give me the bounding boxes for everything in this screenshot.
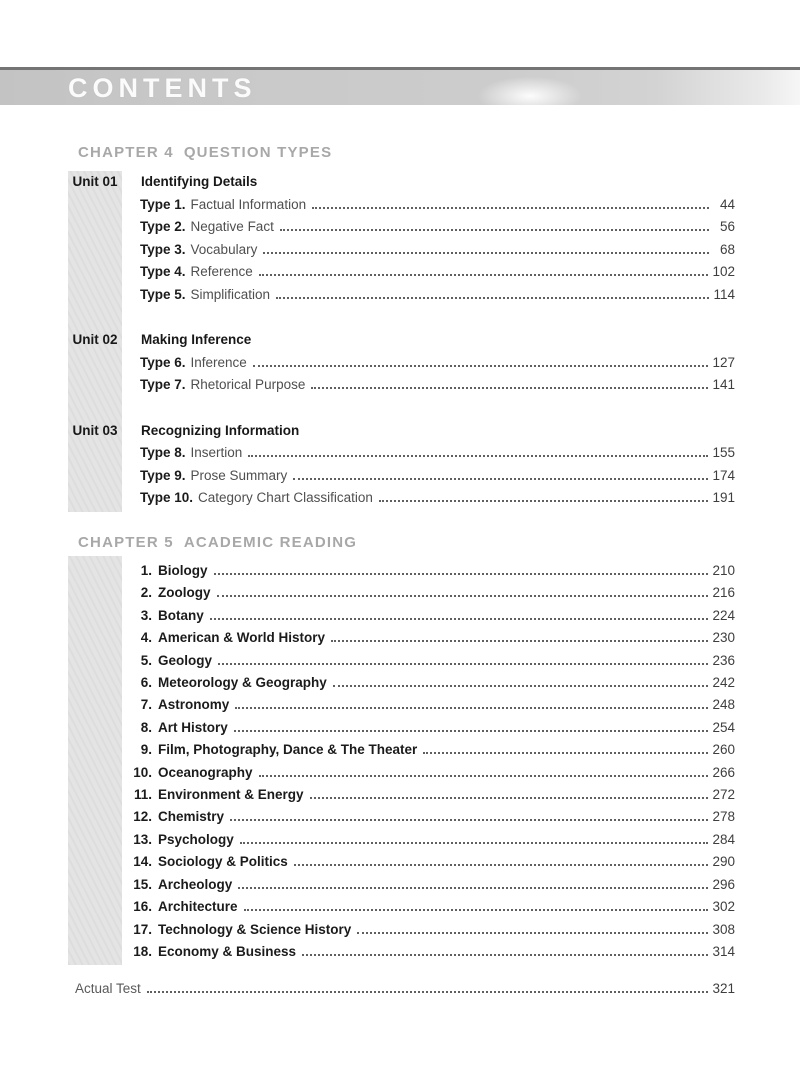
page-number: 102 xyxy=(712,264,735,279)
toc-entry-row xyxy=(68,239,735,262)
page-number: 141 xyxy=(712,377,735,392)
item-title: Film, Photography, Dance & The Theater xyxy=(158,742,418,758)
toc-entry-row xyxy=(68,352,735,375)
item-title: Art History xyxy=(158,719,228,735)
toc-entry-row xyxy=(68,851,735,873)
page-number: 290 xyxy=(712,854,735,870)
toc-entry-row xyxy=(68,806,735,828)
type-label: Type 1. xyxy=(140,196,186,212)
dotted-leader xyxy=(423,752,708,754)
dotted-leader xyxy=(244,909,709,911)
item-title: Environment & Energy xyxy=(158,787,304,803)
type-label: Type 3. xyxy=(140,241,186,257)
page-number: 210 xyxy=(712,563,735,578)
type-title: Factual Information xyxy=(190,196,307,212)
page-number: 174 xyxy=(712,467,735,483)
toc-entry-row xyxy=(68,739,735,761)
item-number: 17. xyxy=(133,921,152,937)
item-number: 9. xyxy=(140,742,152,758)
type-label: Type 10. xyxy=(140,490,194,505)
page-number: 308 xyxy=(712,921,735,937)
item-number: 11. xyxy=(133,787,152,803)
item-number: 16. xyxy=(133,899,152,915)
unit-header-row xyxy=(68,329,735,352)
unit-title: Recognizing Information xyxy=(141,422,300,438)
page-title: CONTENTS xyxy=(68,73,257,103)
dotted-leader xyxy=(302,954,708,956)
unit-group-01 xyxy=(68,171,735,306)
type-label: Type 5. xyxy=(140,286,186,302)
chapter4-heading xyxy=(78,144,332,161)
dotted-leader xyxy=(294,864,709,866)
contents-header-bar xyxy=(0,67,800,105)
chapter5-heading xyxy=(78,534,357,551)
type-title: Category Chart Classification xyxy=(198,490,373,505)
item-number: 15. xyxy=(133,876,152,892)
toc-entry-row xyxy=(68,874,735,896)
type-label: Type 6. xyxy=(140,354,186,370)
unit-label: Unit 03 xyxy=(72,422,118,438)
page-number: 127 xyxy=(712,354,735,370)
item-number: 13. xyxy=(133,831,152,847)
page-number: 44 xyxy=(719,196,735,212)
item-title: Psychology xyxy=(158,831,234,847)
unit-label: Unit 01 xyxy=(72,174,118,189)
dotted-leader xyxy=(210,618,709,620)
item-number: 12. xyxy=(133,809,152,825)
item-title: Architecture xyxy=(158,899,238,915)
page-number: 284 xyxy=(712,831,735,847)
dotted-leader xyxy=(234,730,709,732)
type-label: Type 8. xyxy=(140,445,186,460)
type-title: Vocabulary xyxy=(190,241,258,257)
page-number: 314 xyxy=(712,943,735,959)
page-number: 254 xyxy=(712,719,735,735)
item-title: Meteorology & Geography xyxy=(158,675,327,691)
type-title: Reference xyxy=(190,264,253,279)
unit-label: Unit 02 xyxy=(72,332,118,347)
item-number: 8. xyxy=(140,719,152,735)
type-label: Type 2. xyxy=(140,219,186,234)
dotted-leader xyxy=(259,274,709,276)
page-number: 302 xyxy=(712,899,735,915)
item-title: Oceanography xyxy=(158,764,253,780)
chapter4-units-block xyxy=(68,171,735,512)
type-title: Rhetorical Purpose xyxy=(190,377,306,392)
item-number: 18. xyxy=(133,943,152,959)
dotted-leader xyxy=(357,932,708,934)
chapter4-title: QUESTION TYPES xyxy=(183,144,333,161)
type-label: Type 7. xyxy=(140,377,186,392)
chapter5-label: CHAPTER 5 xyxy=(78,534,174,551)
item-number: 5. xyxy=(140,652,152,668)
toc-entry-row xyxy=(68,941,735,963)
page-number: 272 xyxy=(712,787,735,803)
page-number: 321 xyxy=(712,981,735,996)
toc-entry-row xyxy=(68,374,735,397)
page-number: 248 xyxy=(712,697,735,713)
dotted-leader xyxy=(217,595,709,597)
dotted-leader xyxy=(276,297,709,299)
item-number: 1. xyxy=(140,563,152,578)
dotted-leader xyxy=(230,819,708,821)
page-number: 296 xyxy=(712,876,735,892)
item-title: American & World History xyxy=(158,630,326,646)
item-title: Archeology xyxy=(158,876,233,892)
page-number: 278 xyxy=(712,809,735,825)
unit-header-row xyxy=(68,420,735,443)
item-title: Economy & Business xyxy=(158,943,297,959)
item-title: Botany xyxy=(158,607,204,623)
dotted-leader xyxy=(263,252,709,254)
dotted-leader xyxy=(248,455,708,457)
toc-entry-row xyxy=(68,442,735,465)
toc-entry-row xyxy=(68,694,735,716)
unit-header-row xyxy=(68,171,735,194)
toc-entry-row xyxy=(68,582,735,604)
item-title: Sociology & Politics xyxy=(158,854,288,870)
type-title: Insertion xyxy=(190,445,243,460)
toc-entry-row xyxy=(68,829,735,851)
dotted-leader xyxy=(311,387,708,389)
dotted-leader xyxy=(235,707,708,709)
page-number: 242 xyxy=(712,675,735,691)
type-title: Inference xyxy=(190,354,247,370)
item-number: 10. xyxy=(133,764,152,780)
dotted-leader xyxy=(253,365,709,367)
type-title: Simplification xyxy=(190,286,271,302)
toc-entry-row xyxy=(68,560,735,582)
page-number: 191 xyxy=(712,490,735,505)
toc-entry-row xyxy=(68,650,735,672)
unit-title: Identifying Details xyxy=(141,174,258,189)
dotted-leader xyxy=(333,685,709,687)
dotted-leader xyxy=(379,500,709,502)
toc-entry-row xyxy=(68,784,735,806)
page-number: 114 xyxy=(713,286,735,302)
unit-group-02 xyxy=(68,329,735,397)
chapter5-items-block xyxy=(68,556,735,965)
item-number: 7. xyxy=(140,697,152,713)
item-number: 2. xyxy=(140,585,152,601)
actual-test-row xyxy=(75,978,735,1001)
page-number: 230 xyxy=(712,630,735,646)
item-title: Technology & Science History xyxy=(158,921,352,937)
toc-entry-row xyxy=(68,261,735,284)
toc-entry-row xyxy=(68,487,735,510)
toc-entry-row xyxy=(68,627,735,649)
item-title: Zoology xyxy=(158,585,211,601)
dotted-leader xyxy=(214,573,709,575)
toc-entry-row xyxy=(68,284,735,307)
page-number: 266 xyxy=(712,764,735,780)
toc-entry-row xyxy=(68,216,735,239)
page-number: 224 xyxy=(712,607,735,623)
toc-entry-row xyxy=(68,465,735,488)
page-number: 68 xyxy=(719,241,735,257)
item-title: Chemistry xyxy=(158,809,225,825)
dotted-leader xyxy=(310,797,709,799)
page-number: 216 xyxy=(712,585,735,601)
item-title: Astronomy xyxy=(158,697,230,713)
type-title: Negative Fact xyxy=(190,219,274,234)
dotted-leader xyxy=(280,229,709,231)
toc-entry-row xyxy=(68,717,735,739)
chapter5-title: ACADEMIC READING xyxy=(183,534,358,551)
item-number: 14. xyxy=(133,854,152,870)
toc-entry-row xyxy=(68,919,735,941)
dotted-leader xyxy=(218,663,708,665)
unit-title: Making Inference xyxy=(141,332,252,347)
page-number: 155 xyxy=(712,445,735,460)
dotted-leader xyxy=(240,842,709,844)
dotted-leader xyxy=(238,887,708,889)
unit-group-03 xyxy=(68,420,735,510)
actual-test-label: Actual Test xyxy=(75,981,141,996)
toc-entry-row xyxy=(68,194,735,217)
toc-entry-row xyxy=(68,605,735,627)
item-number: 6. xyxy=(140,675,152,691)
dotted-leader xyxy=(293,478,708,480)
type-label: Type 4. xyxy=(140,264,186,279)
item-title: Biology xyxy=(158,563,208,578)
item-title: Geology xyxy=(158,652,213,668)
type-label: Type 9. xyxy=(140,467,186,483)
dotted-leader xyxy=(312,207,709,209)
item-number: 4. xyxy=(140,630,152,646)
page-number: 56 xyxy=(719,219,735,234)
dotted-leader xyxy=(331,640,708,642)
toc-entry-row xyxy=(68,762,735,784)
chapter4-label: CHAPTER 4 xyxy=(78,144,174,161)
dotted-leader xyxy=(147,991,709,993)
item-number: 3. xyxy=(140,607,152,623)
page-number: 236 xyxy=(712,652,735,668)
page-number: 260 xyxy=(712,742,735,758)
toc-entry-row xyxy=(68,672,735,694)
dotted-leader xyxy=(259,775,709,777)
type-title: Prose Summary xyxy=(190,467,288,483)
toc-entry-row xyxy=(68,896,735,918)
